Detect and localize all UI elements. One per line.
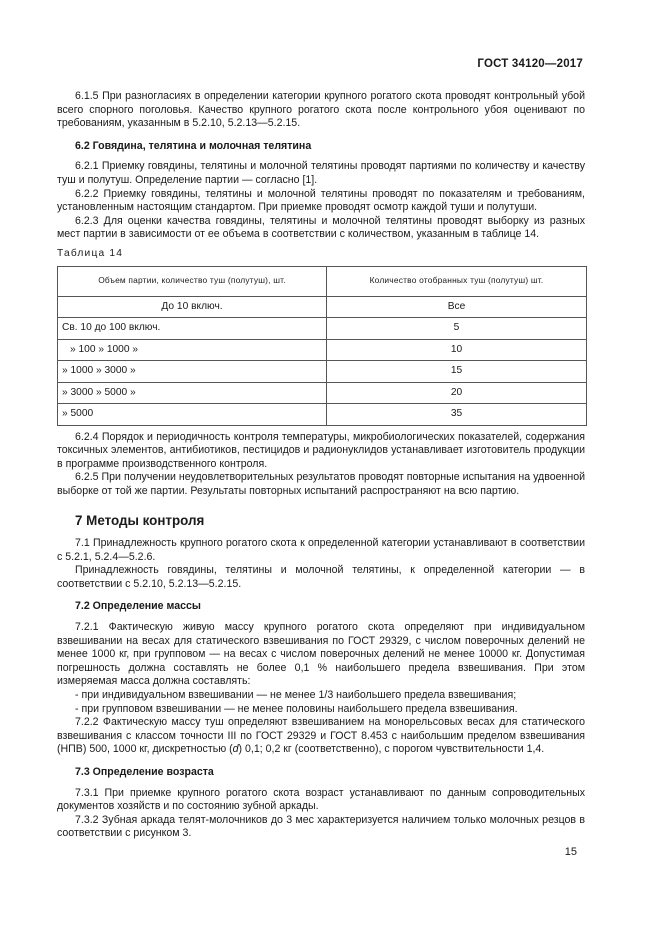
paragraph-7-1-cont: Принадлежность говядины, телятины и молочной телятины, к определенной категории — в соответствии с 5.2.10, 5.2.13—5.2.15. bbox=[57, 564, 585, 590]
table-row bbox=[58, 382, 587, 404]
table-header-row bbox=[58, 266, 587, 296]
table-caption: Таблица 14 bbox=[57, 247, 124, 259]
discreteness-symbol: d bbox=[232, 743, 239, 756]
section-heading-7: 7 Методы контроля bbox=[75, 512, 205, 528]
section-heading-7-2: 7.2 Определение массы bbox=[75, 600, 201, 613]
table-row bbox=[58, 339, 587, 361]
table-cell-count: 5 bbox=[327, 318, 587, 340]
table-row bbox=[58, 361, 587, 383]
paragraph-6-1-5: 6.1.5 При разногласиях в определении категории крупного рогатого скота проводят контрольный убой всего спорного поголовья. Качество крупного рогатого скота после контрольного убоя оценивают по требованиям, указанным в 5.2.10, 5.2.13—5.2.15. bbox=[57, 90, 585, 130]
table-cell-count: 20 bbox=[327, 382, 587, 404]
paragraph-6-2-2: 6.2.2 Приемку говядины, телятины и молочной телятины проводят по показателям и требованиям, установленным настоящим стандартом. При приемке проводят осмотр каждой туши и полутуши. bbox=[57, 187, 585, 214]
table-cell-volume: » 1000 » 3000 » bbox=[58, 361, 327, 383]
list-item: - при групповом взвешивании — не менее половины наибольшего предела взвешивания. bbox=[75, 702, 518, 715]
paragraph-6-2-1: 6.2.1 Приемку говядины, телятины и молочной телятины проводят партиями по количеству и качеству туш и полутуш. Определение партии — согласно [1]. bbox=[57, 160, 585, 186]
list-item: - при индивидуальном взвешивании — не менее 1/3 наибольшего предела взвешивания; bbox=[75, 689, 517, 702]
page-number: 15 bbox=[564, 846, 577, 858]
table-cell-volume: » 100 » 1000 » bbox=[58, 339, 327, 361]
table-cell-volume: До 10 включ. bbox=[58, 296, 327, 318]
table-cell-volume: Св. 10 до 100 включ. bbox=[58, 318, 327, 340]
table-row bbox=[58, 296, 587, 318]
table-row bbox=[58, 404, 587, 426]
paragraph-text: ) 0,1; 0,2 кг (соответственно), с порогом чувствительности 1,4. bbox=[238, 743, 545, 756]
paragraph-7-1: 7.1 Принадлежность крупного рогатого скота к определенной категории устанавливают в соответствии с 5.2.1, 5.2.4—5.2.6. bbox=[57, 537, 585, 563]
paragraph-text: 7.2.2 Фактическую массу туш определяют взвешиванием на монорельсовых весах для статического взвешивания с классом точности III по ГОСТ 29329 и ГОСТ 8.453 с наибольшим пределом взвешивания (НПВ) 500, 1000 кг, дискретностью ( bbox=[57, 716, 585, 756]
paragraph-7-2-1: 7.2.1 Фактическую живую массу крупного рогатого скота определяют при индивидуальном взвешивании на весах для статического взвешивания по ГОСТ 29329, с числом поверочных делений не менее 1000 кг, при групповом — на весах с числом поверочных делений не менее 10000 кг. Допустимая погрешность должна составлять не более 0,1 % наибольшего предела взвешивания. При этом измеряемая масса должна составлять: bbox=[57, 621, 585, 688]
paragraph-6-2-4: 6.2.4 Порядок и периодичность контроля температуры, микробиологических показателей, содержания токсичных элементов, антибиотиков, пестицидов и радионуклидов устанавливает изготовитель продукции в программе производственного контроля. bbox=[57, 430, 585, 470]
table-cell-count: 10 bbox=[327, 339, 587, 361]
paragraph-6-2-3: 6.2.3 Для оценки качества говядины, телятины и молочной телятины проводят выборку из разных мест партии в зависимости от ее объема в соответствии с количеством, указанным в таблице 14. bbox=[57, 214, 585, 241]
paragraph-7-3-1: 7.3.1 При приемке крупного рогатого скота возраст устанавливают по данным сопроводительных документов хозяйств и по состоянию зубной аркады. bbox=[57, 786, 585, 813]
paragraph-6-2-5: 6.2.5 При получении неудовлетворительных результатов проводят повторные испытания на удвоенной выборке от той же партии. Результаты повторных испытаний распространяют на всю партию. bbox=[57, 471, 585, 497]
paragraph-7-2-2 bbox=[57, 716, 585, 757]
sampling-table bbox=[57, 266, 587, 426]
document-body bbox=[57, 90, 585, 841]
section-heading-7-3: 7.3 Определение возраста bbox=[75, 766, 214, 778]
table-header-cell: Объем партии, количество туш (полутуш), шт. bbox=[58, 266, 327, 296]
table-cell-count: 15 bbox=[327, 361, 587, 383]
table-cell-volume: » 3000 » 5000 » bbox=[58, 382, 327, 404]
document-header-id: ГОСТ 34120—2017 bbox=[477, 58, 583, 70]
table-cell-count: 35 bbox=[327, 404, 587, 426]
table-header-cell: Количество отобранных туш (полутуш) шт. bbox=[327, 266, 587, 296]
table-cell-volume: » 5000 bbox=[58, 404, 327, 426]
table-row bbox=[58, 318, 587, 340]
paragraph-7-3-2: 7.3.2 Зубная аркада телят-молочников до 3 мес характеризуется наличием только молочных резцов в соответствии с рисунком 3. bbox=[57, 813, 585, 840]
table-cell-count: Все bbox=[327, 296, 587, 318]
section-heading-6-2: 6.2 Говядина, телятина и молочная телятина bbox=[75, 139, 312, 152]
